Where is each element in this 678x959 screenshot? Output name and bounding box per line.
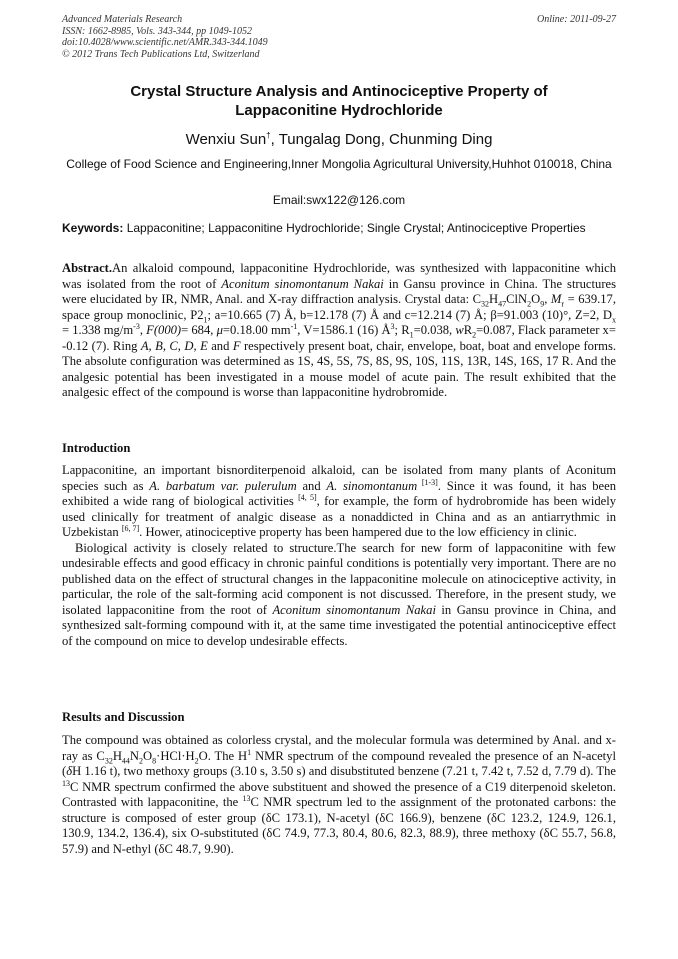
email-line: Email:swx122@126.com [272,193,406,207]
text: =0.038, [413,323,456,337]
text: C NMR spectrum led to the assignment of the protonated carbons: the structure is composed of ester group (δC 173.1), N-acetyl (δC 166.9), benzene (δC 123.2, 124.9, 126.1, 130.9, 134.2, 136.4), six O-substituted (δC 74.9, 77.3, 80.4, 80.6, 82.3, 88.9), three methoxy (δC 55.7, 56.8, 57.9) and N-ethyl (δC 48.7, 9.90). [62,795,616,856]
text: , [139,323,147,337]
text: N [129,748,140,763]
text: ; R [394,323,410,337]
subscript: 32 [481,299,490,309]
subscript: 2 [472,330,477,340]
italic-text: A, B, C, D, E [140,338,208,353]
abstract-label: Abstract. [62,261,113,275]
superscript: 3 [390,321,395,331]
text: The compound was obtained as colorless crystal, and the molecular formula was determined by Anal. and x-ray as C [62,733,616,763]
copyright-line: © 2012 Trans Tech Publications Ltd, Switzerland [62,48,260,60]
text: ClN [506,292,528,306]
subscript: 2 [527,299,532,309]
author-list [62,130,616,150]
citation: [4, 5] [298,492,317,502]
text: H [489,292,499,306]
italic-text: w [455,323,464,337]
text: NMR spectrum of the compound revealed the presence of an N-acetyl ( [62,748,616,778]
keywords-label: Keywords: [62,221,124,235]
other-authors: , Tungalag Dong, Chunming Ding [270,131,493,148]
citation: [1-3] [417,477,438,487]
title-line-1: Crystal Structure Analysis and Antinociceptive Property of [130,83,548,100]
text: O [143,748,153,763]
superscript: 1 [247,747,252,757]
subscript: 2 [139,756,144,766]
italic-text: M [550,292,562,306]
text: Lappaconitine, an important bisnorditerpenoid alkaloid, can be isolated from many plants of Aconitum species such as [62,463,616,493]
text: in Gansu province in China, and synthesized salt-forming compound with it, at the same time investigated the potential antinociceptive effect of the compound on mice to develop undesirable effects. [62,602,617,648]
species-name: A. sinomontanum [326,478,418,493]
text: =0.18.00 mm [222,323,291,337]
subscript: x [612,315,616,325]
text: , [544,292,551,306]
text: = 639.17, space group monoclinic, P2 [62,292,617,322]
subscript: 2 [194,756,199,766]
superscript: 13 [62,778,70,788]
journal-name: Advanced Materials Research [62,14,183,25]
text: , for example, the form of hydrobromide has been widely used clinically for treatment of analgic disease as a nonaddicted in China and as an antiarrythmic in Uzbekistan [62,494,616,539]
species-name: Aconitum sinomontanum Nakai [272,602,436,617]
keywords-text: Lappaconitine; Lappaconitine Hydrochloride; Single Crystal; Antinociceptive Properties [123,221,586,235]
keywords-line [62,221,616,236]
italic-text: δ [66,764,73,778]
italic-text: F(000) [146,323,182,337]
italic-text: μ [216,323,223,337]
text: . Hower, atinociceptive property has been hampered due to the low efficiency in clinic. [139,525,577,539]
text: An alkaloid compound, lappaconitine Hydrochloride, was synthesized with lappaconitine which was isolated from the root of [62,261,616,291]
results-paragraph [62,733,616,857]
subscript: 1 [203,315,208,325]
text: O. The H [198,748,248,763]
paper-title [62,82,616,120]
species-name: A. barbatum var. pulerulum [149,478,297,493]
journal-header [62,14,616,60]
text: R [463,323,473,337]
title-line-2: Lappaconitine Hydrochloride [235,102,443,119]
text: H 1.16 t), two methoxy groups (3.10 s, 3.50 s) and disubstituted benzene (7.21 t, 7.42 t, 7.52 d, 7.79 d). The [72,764,616,778]
citation: [6, 7] [121,523,140,533]
results-section [62,733,616,857]
italic-text: F [232,338,241,353]
introduction-heading: Introduction [62,441,131,455]
text: ; a=10.665 (7) Å, b=12.178 (7) Å and c=12.214 (7) Å; β=91.003 (10)°, Z=2, D [207,307,612,322]
text: =0.087, Flack parameter x= -0.12 (7). Ring [62,323,616,353]
text: Biological activity is closely related to structure.The search for new form of lappaconitine with few undesirable effects and good efficacy in chronic painful conditions is potentially very important. There are no published data on the effect of structural changes in the lappaconitine molecule on atinociceptive activity, in particular, the role of the salt-forming acid component is not discussed. Therefore, in the present study, we isolated lappaconitine from the root of [62,540,616,617]
affiliation: College of Food Science and Engineering,Inner Mongolia Agricultural University,Huhhot 010018, China [66,157,612,171]
online-date: Online: 2011-09-27 [537,14,616,25]
text: O [531,292,541,306]
superscript: -1 [290,321,298,331]
superscript: -3 [133,321,140,331]
results-heading: Results and Discussion [62,710,185,724]
text: and [296,478,327,493]
subscript: 32 [104,756,113,766]
introduction-section [62,463,616,649]
abstract-paragraph [62,261,616,401]
intro-paragraph-1 [62,463,616,541]
subscript: 44 [121,756,130,766]
author-1: Wenxiu Sun [185,131,267,148]
text: = 1.338 mg/m [62,323,134,337]
subscript: 8 [152,756,157,766]
text: H [112,748,122,763]
text: ·HCl·H [156,748,195,763]
text: and [207,338,233,353]
species-name: Aconitum sinomontanum Nakai [221,276,384,291]
subscript: 9 [540,299,545,309]
intro-paragraph-2 [62,541,616,650]
subscript: r [561,299,565,309]
corresponding-mark: † [266,131,271,140]
abstract-section [62,261,616,401]
text: , V=1586.1 (16) Å [297,323,391,337]
text: = 684, [181,323,217,337]
subscript: 1 [409,330,414,340]
text: respectively present boat, chair, envelope, boat, boat and envelope forms. The absolute configuration was determined as 1S, 4S, 5S, 7S, 8S, 9S, 10S, 11S, 13R, 14S, 16S, 17 R. And the analgesic potential has been investigated in a mouse model of acute pain. The result exhibited that the analgesic effect of the compound is worse than lappaconitine hydrobromide. [62,338,616,399]
text: in Gansu province in China. The structures were elucidated by IR, NMR, Anal. and X-ray diffraction analysis. Crystal data: C [62,276,616,306]
superscript: 13 [242,793,251,803]
subscript: 47 [498,299,507,309]
doi-line: doi:10.4028/www.scientific.net/AMR.343-344.1049 [62,37,268,48]
text: C NMR spectrum confirmed the above substituent and showed the presence of a C19 diterpenoid skeleton. Contrasted with lappaconitine, the [62,779,616,809]
issn-line: ISSN: 1662-8985, Vols. 343-344, pp 1049-1052 [62,25,252,37]
text: . Since it was found, it has been exhibited a wide rang of biological activities [62,478,617,508]
